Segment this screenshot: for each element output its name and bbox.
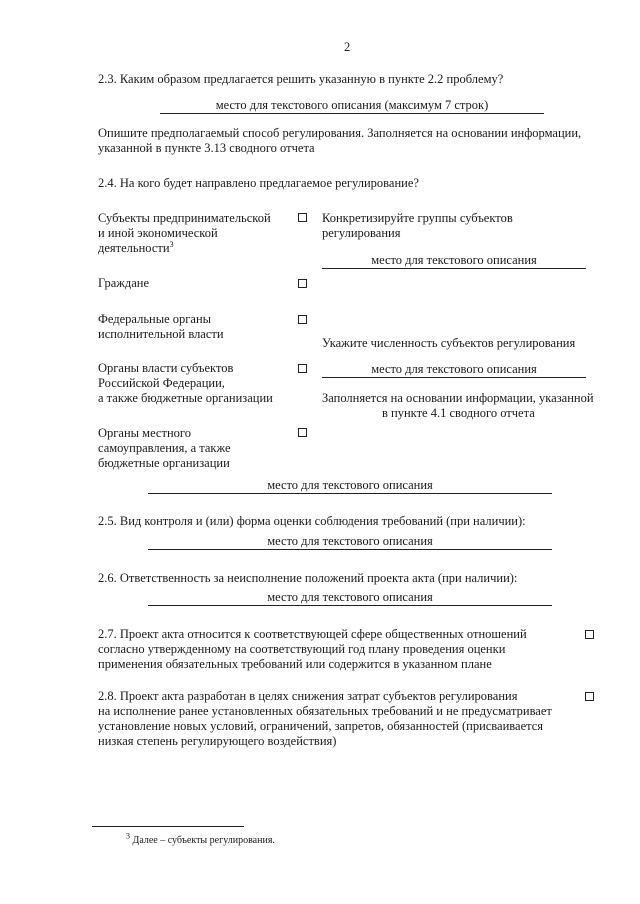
footnote-text: Далее – субъекты регулирования. <box>130 835 275 846</box>
section-2-5-placeholder[interactable]: место для текстового описания <box>148 534 552 550</box>
section-2-7-line1: 2.7. Проект акта относится к соответствующей сфере общественных отношений <box>98 627 527 641</box>
checkbox-federal[interactable] <box>298 315 307 324</box>
checkbox-municipal[interactable] <box>298 428 307 437</box>
section-2-6-question: 2.6. Ответственность за неисполнение положений проекта акта (при наличии): <box>98 571 518 585</box>
section-2-5-question: 2.5. Вид контроля и (или) форма оценки соблюдения требований (при наличии): <box>98 514 526 528</box>
section-2-3-note-line2: указанной в пункте 3.13 сводного отчета <box>98 141 315 155</box>
section-2-3-note-line1: Опишите предполагаемый способ регулирования. Заполняется на основании информации, <box>98 126 582 140</box>
group-municipal-line3: бюджетные организации <box>98 456 230 470</box>
section-2-7-line3: применения обязательных требований или содержится в указанном плане <box>98 657 492 671</box>
group-citizens: Граждане <box>98 276 150 290</box>
count-placeholder[interactable]: место для текстового описания <box>322 362 586 378</box>
specify-groups-line2: регулирования <box>322 226 401 240</box>
footnote-mark: 3 <box>126 831 130 841</box>
section-2-3-question: 2.3. Каким образом предлагается решить указанную в пункте 2.2 проблему? <box>98 72 504 86</box>
checkbox-business[interactable] <box>298 213 307 222</box>
section-2-4-question: 2.4. На кого будет направлено предлагаемое регулирование? <box>98 176 419 190</box>
section-2-8-line3: установление новых условий, ограничений, запретов, обязанностей (присваивается <box>98 719 544 733</box>
checkbox-section-2-7[interactable] <box>585 630 594 639</box>
group-business-line1: Субъекты предпринимательской <box>98 211 271 225</box>
section-2-8-line1: 2.8. Проект акта разработан в целях снижения затрат субъектов регулирования <box>98 689 518 703</box>
group-federal-line2: исполнительной власти <box>98 327 224 341</box>
group-regional-line3: а также бюджетные организации <box>98 391 273 405</box>
group-municipal-line2: самоуправления, а также <box>98 441 231 455</box>
page-number: 2 <box>344 40 351 54</box>
group-federal-line1: Федеральные органы <box>98 312 212 326</box>
count-note-line2: в пункте 4.1 сводного отчета <box>382 406 535 420</box>
footnote-ref-3: 3 <box>169 239 174 249</box>
section-2-8-line4: низкая степень регулирующего воздействия) <box>98 734 337 748</box>
specify-groups-line1: Конкретизируйте группы субъектов <box>322 211 513 225</box>
checkbox-section-2-8[interactable] <box>585 692 594 701</box>
group-business-line2: и иной экономической <box>98 226 218 240</box>
group-municipal-line1: Органы местного <box>98 426 191 440</box>
checkbox-citizens[interactable] <box>298 279 307 288</box>
group-business-line3: деятельности$^3$ <box>98 239 174 255</box>
count-note-line1: Заполняется на основании информации, указанной <box>322 391 594 405</box>
section-2-7-line2: согласно утвержденному на соответствующий год плану проведения оценки <box>98 642 506 656</box>
checkbox-regional[interactable] <box>298 364 307 373</box>
footnote <box>126 831 275 847</box>
count-label: Укажите численность субъектов регулирования <box>322 336 576 350</box>
footnote-divider <box>92 826 244 827</box>
group-regional-line2: Российской Федерации, <box>98 376 225 390</box>
specify-groups-placeholder[interactable]: место для текстового описания <box>322 253 586 269</box>
section-2-4-bottom-placeholder[interactable]: место для текстового описания <box>148 478 552 494</box>
group-regional-line1: Органы власти субъектов <box>98 361 234 375</box>
section-2-6-placeholder[interactable]: место для текстового описания <box>148 590 552 606</box>
section-2-3-placeholder[interactable]: место для текстового описания (максимум 7 строк) <box>160 98 544 114</box>
section-2-8-line2: на исполнение ранее установленных обязательных требований и не предусматривает <box>98 704 552 718</box>
